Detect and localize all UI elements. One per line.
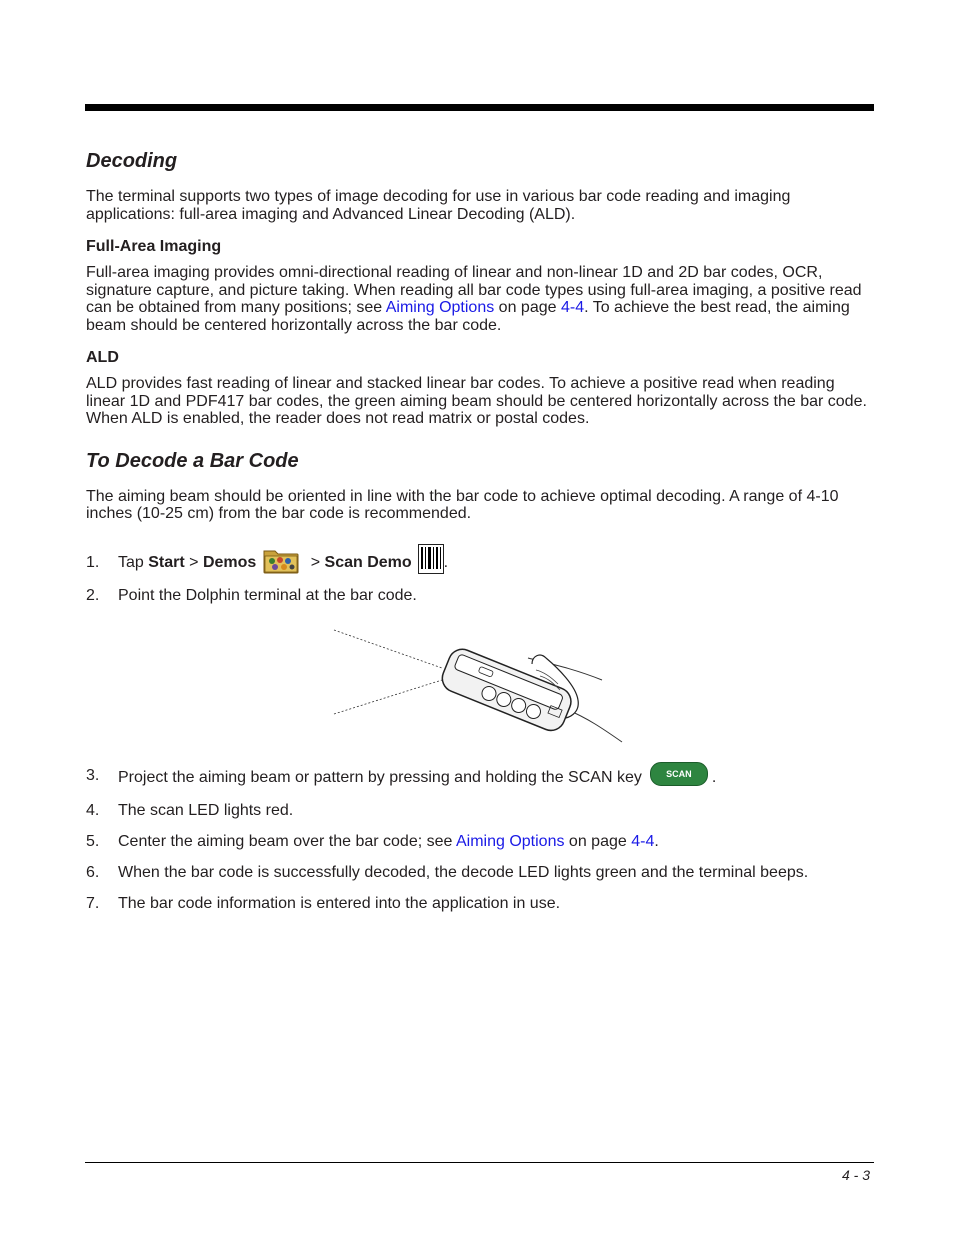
section-title-decoding: Decoding bbox=[86, 150, 178, 172]
text: . bbox=[654, 832, 659, 850]
demos-folder-icon bbox=[262, 546, 300, 574]
step-number: 5. bbox=[86, 832, 100, 850]
page-number: 4 - 3 bbox=[841, 1167, 870, 1183]
decode-intro: The aiming beam should be oriented in line with the bar code to achieve optimal decoding. A range of 4-10 inches (10-25 cm) from the bar code is recommended. bbox=[86, 487, 839, 522]
page-content bbox=[86, 148, 876, 914]
step-text: Project the aiming beam or pattern by pressing and holding the SCAN key bbox=[118, 768, 642, 786]
steps-list bbox=[86, 548, 876, 606]
text: on page bbox=[564, 832, 632, 850]
step-number: 1. bbox=[86, 553, 100, 571]
step-text: When the bar code is successfully decoded, the decode LED lights green and the terminal beeps. bbox=[118, 863, 809, 881]
steps-list-continued bbox=[86, 766, 876, 914]
separator: > bbox=[306, 553, 325, 571]
step-number: 2. bbox=[86, 586, 100, 604]
scan-demo-label: Scan Demo bbox=[324, 553, 412, 571]
demos-label: Demos bbox=[202, 553, 257, 571]
text: Tap bbox=[118, 553, 149, 571]
header-rule bbox=[85, 104, 874, 111]
aiming-options-link[interactable]: Aiming Options bbox=[385, 299, 495, 316]
barcode-icon bbox=[418, 544, 444, 574]
list-item-step-4 bbox=[86, 801, 876, 821]
ald-paragraph: ALD provides fast reading of linear and stacked linear bar codes. To achieve a positive read when reading linear 1D and PDF417 bar codes, the green aiming beam should be centered horizontally across the bar code. When ALD is enabled, the reader does not read matrix or postal codes. bbox=[86, 375, 867, 427]
step-text: Point the Dolphin terminal at the bar code. bbox=[118, 586, 417, 604]
list-item-step-7 bbox=[86, 894, 876, 914]
separator: > bbox=[184, 553, 203, 571]
subheading-ald: ALD bbox=[86, 349, 119, 366]
step-number: 3. bbox=[86, 766, 100, 784]
list-item-step-6 bbox=[86, 863, 876, 883]
list-item-step-3 bbox=[86, 766, 876, 790]
step-text: The scan LED lights red. bbox=[118, 801, 294, 819]
start-label: Start bbox=[148, 553, 185, 571]
page-4-4-link[interactable]: 4-4 bbox=[631, 832, 655, 850]
text: . To achieve the best read, the aiming beam should be centered horizontally across the bar code. bbox=[86, 299, 850, 334]
step-number: 7. bbox=[86, 894, 100, 912]
text: . bbox=[711, 768, 717, 786]
text: . bbox=[443, 553, 449, 571]
scan-key-icon: SCAN bbox=[650, 762, 708, 786]
full-area-paragraph bbox=[86, 264, 876, 334]
text: Full-area imaging provides omni-directional reading of linear and non-linear 1D and 2D bar codes, OCR, signature capture, and picture taking. When reading all bar code types using full-area imaging, a positive read can be obtained from many positions; see bbox=[86, 264, 862, 316]
section-title-decode-bar-code: To Decode a Bar Code bbox=[86, 449, 299, 472]
step-number: 6. bbox=[86, 863, 100, 881]
step-text: Center the aiming beam over the bar code; see bbox=[118, 832, 456, 850]
list-item-step-1 bbox=[86, 548, 876, 578]
page-4-4-link[interactable]: 4-4 bbox=[560, 299, 585, 316]
footer-rule bbox=[85, 1162, 874, 1163]
list-item-step-2 bbox=[86, 586, 876, 606]
hand-holding-terminal-illustration bbox=[332, 628, 624, 748]
aiming-options-link[interactable]: Aiming Options bbox=[455, 832, 565, 850]
subheading-full-area-imaging: Full-Area Imaging bbox=[86, 238, 222, 255]
text: on page bbox=[494, 299, 561, 316]
list-item-step-5 bbox=[86, 832, 876, 852]
decoding-intro: The terminal supports two types of image decoding for use in various bar code reading and imaging applications: full-area imaging and Advanced Linear Decoding (ALD). bbox=[86, 188, 791, 223]
step-number: 4. bbox=[86, 801, 100, 819]
step-text: The bar code information is entered into the application in use. bbox=[118, 894, 561, 912]
